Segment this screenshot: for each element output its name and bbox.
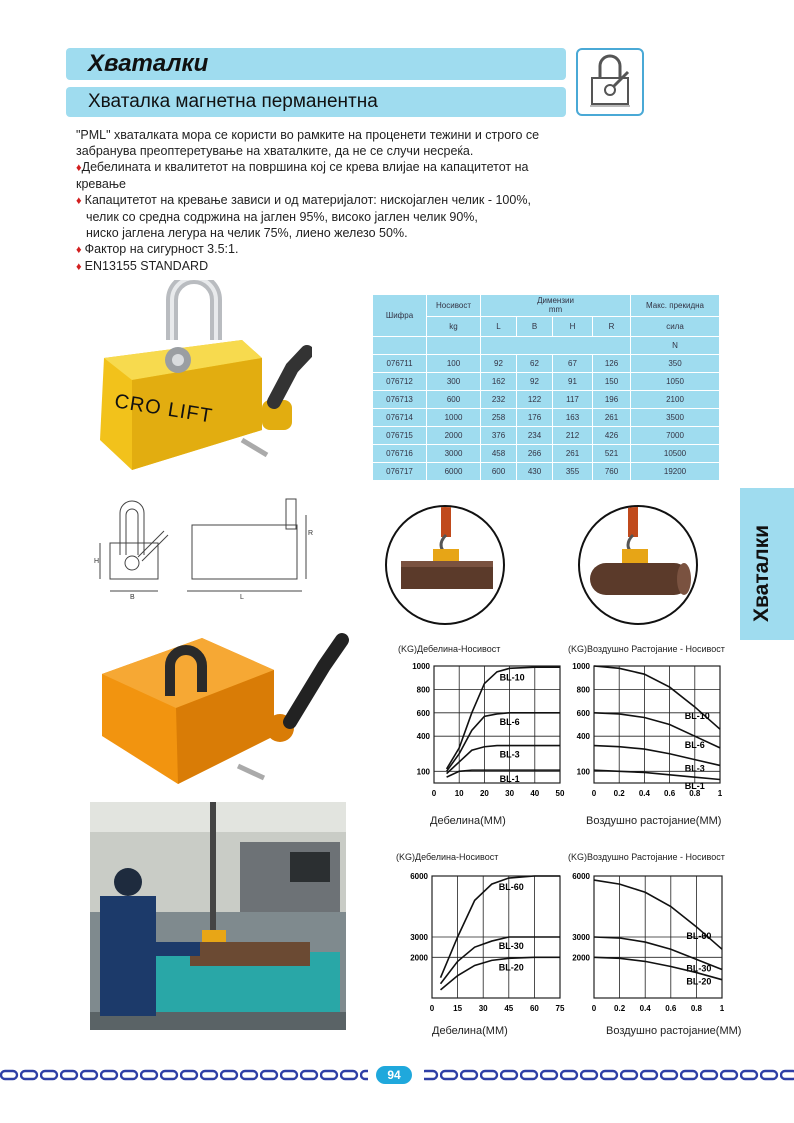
x-tick-label: 20 [479,789,489,798]
table-row [373,391,720,409]
graph-title: (KG)Воздушно Растојание - Носивост [568,852,725,862]
table-cell: 261 [553,445,593,463]
table-header: Макс. прекидна [631,295,720,317]
table-cell: 1050 [631,373,720,391]
x-tick-label: 40 [530,789,540,798]
table-cell: 212 [553,427,593,445]
bullet-text: EN13155 STANDARD [84,259,209,273]
series-label: BL-20 [498,962,524,973]
svg-text:B: B [130,594,135,601]
bullet-text: челик со средна содржина на јаглен 95%, високо јаглен челик 90%, [86,210,478,224]
table-cell: 261 [593,409,631,427]
y-tick-label: 3000 [410,933,428,942]
x-tick-label: 1 [717,789,723,798]
y-tick-label: 600 [576,708,590,718]
table-row [373,445,720,463]
x-tick-label: 0.6 [664,789,676,798]
series-label: BL-3 [499,749,520,760]
series-label: BL-60 [498,882,524,893]
diamond-bullet-icon: ♦ [76,261,85,273]
x-tick-label: 45 [504,1004,514,1013]
table-header: B [517,316,553,336]
chart-frame [434,666,560,783]
table-row [373,373,720,391]
svg-text:R: R [308,530,314,537]
y-tick-label: 3000 [572,933,590,942]
x-tick-label: 0.4 [638,789,650,798]
table-cell: 266 [517,445,553,463]
table-cell: 600 [481,463,517,481]
table-cell: 10500 [631,445,720,463]
technical-drawing [92,495,322,605]
subsection-title-bar [66,87,566,117]
table-header: сила [631,316,720,336]
table-cell: 91 [553,373,593,391]
series-label: BL-3 [684,763,705,774]
graph-title: (KG)Дебелина-Носивост [396,852,499,862]
table-header: R [593,316,631,336]
bullet-text: Дебелината и квалитетот на површина кој се крева влијае на капацитетот на [81,160,529,174]
table-cell: 196 [593,391,631,409]
table-cell: 1000 [427,409,481,427]
product-brand-label: CRO LIFT [112,390,215,428]
bullet-text: ниско јаглена легура на челик 75%, лиено железо 50%. [86,226,408,240]
series-label: BL-20 [686,976,712,987]
y-tick-label: 400 [576,732,590,742]
table-cell: 426 [593,427,631,445]
workshop-photo [90,802,346,1030]
x-tick-label: 0 [431,789,437,798]
series-label: BL-30 [686,963,712,974]
product-photo-yellow-magnet [92,280,312,470]
y-tick-label: 100 [416,767,430,777]
table-cell: 3500 [631,409,720,427]
y-tick-label: 800 [576,685,590,695]
y-tick-label: 800 [416,685,430,695]
table-cell: 076712 [373,373,427,391]
photo-lifting-round-bar [578,505,698,625]
x-tick-label: 0 [429,1004,435,1013]
table-header [481,295,631,317]
table-row [373,355,720,373]
lifting-magnet-icon [576,48,644,116]
product-photo-orange-magnet [98,626,356,786]
table-cell: 92 [481,355,517,373]
y-tick-label: 100 [576,767,590,777]
graph-xlabel: Дебелина(MM) [430,815,506,827]
table-header: Шифра [373,295,427,337]
table-cell: 300 [427,373,481,391]
x-tick-label: 10 [454,789,464,798]
x-tick-label: 0.2 [614,1004,626,1013]
series-label: BL-60 [686,930,712,941]
table-cell: 076711 [373,355,427,373]
x-tick-label: 0 [591,789,597,798]
table-row [373,409,720,427]
table-cell: 67 [553,355,593,373]
table-cell: 19200 [631,463,720,481]
y-tick-label: 2000 [572,953,590,963]
diamond-bullet-icon: ♦ [76,162,82,174]
y-tick-label: 1000 [412,662,430,671]
graph-airgap-capacity-small [560,660,730,805]
series-label: BL-30 [498,941,524,951]
section-title-bar [66,48,566,80]
table-cell: 162 [481,373,517,391]
table-cell: 232 [481,391,517,409]
table-cell: 355 [553,463,593,481]
bullet-text: Капацитетот на кревање зависи и од материјалот: нискојаглен челик - 100%, [84,193,531,207]
table-cell: 126 [593,355,631,373]
table-row [373,463,720,481]
table-cell: 7000 [631,427,720,445]
x-tick-label: 0.8 [690,1004,702,1013]
table-cell: 076716 [373,445,427,463]
bullet-item [76,192,576,209]
series-label: BL-6 [499,716,520,727]
table-cell: 076714 [373,409,427,427]
table-cell: 100 [427,355,481,373]
x-tick-label: 0.6 [665,1004,677,1013]
diamond-bullet-icon: ♦ [76,244,85,256]
table-header-unit: mm [548,305,563,315]
bullet-item [76,258,576,275]
table-cell: 176 [517,409,553,427]
intro-text [76,127,576,275]
table-cell: 600 [427,391,481,409]
table-row [373,427,720,445]
table-cell: 076717 [373,463,427,481]
y-tick-label: 400 [416,732,430,742]
table-cell: 076715 [373,427,427,445]
intro-line: "PML" хваталката мора се користи во рамките на проценети тежини и строго се [76,128,540,142]
y-tick-label: 6000 [410,872,428,881]
table-cell: 122 [517,391,553,409]
x-tick-label: 0.4 [639,1004,651,1013]
table-cell: 117 [553,391,593,409]
table-cell: 3000 [427,445,481,463]
table-header: L [481,316,517,336]
graph-xlabel: Воздушно растојание(MM) [586,815,722,827]
table-header: Носивост [427,295,481,317]
x-tick-label: 0.2 [613,789,625,798]
svg-text:H: H [94,558,100,565]
graph-thickness-capacity-small [400,660,570,805]
x-tick-label: 0 [591,1004,597,1013]
table-cell: 2100 [631,391,720,409]
bullet-item [76,159,576,176]
graph-xlabel: Дебелина(MM) [432,1025,508,1037]
specification-table [372,294,720,481]
table-header: N [631,337,720,355]
bullet-text: Фактор на сигурност 3.5:1. [84,242,239,256]
table-cell: 92 [517,373,553,391]
table-cell: 076713 [373,391,427,409]
intro-line: забранува преоптеретување на хваталките, да не се случи несреќа. [76,144,474,158]
y-tick-label: 1000 [572,662,590,671]
table-cell: 760 [593,463,631,481]
graph-thickness-capacity-large [398,870,570,1020]
table-cell: 2000 [427,427,481,445]
table-cell: 376 [481,427,517,445]
x-tick-label: 75 [555,1004,565,1013]
table-cell: 62 [517,355,553,373]
table-cell: 350 [631,355,720,373]
table-cell: 150 [593,373,631,391]
series-label: BL-6 [684,740,705,751]
x-tick-label: 30 [505,789,515,798]
x-tick-label: 1 [719,1004,725,1013]
subsection-title: Хваталка магнетна перманентна [88,91,378,112]
table-cell: 258 [481,409,517,427]
svg-text:L: L [240,594,244,601]
section-title: Хваталки [88,50,209,77]
y-tick-label: 600 [416,708,430,718]
bullet-text: кревање [76,177,126,191]
x-tick-label: 50 [555,789,565,798]
series-label: BL-10 [684,710,710,721]
table-header-text: Димензии [537,296,574,306]
graph-xlabel: Воздушно растојание(MM) [606,1025,742,1037]
table-cell: 163 [553,409,593,427]
diamond-bullet-icon: ♦ [76,195,85,207]
table-cell: 6000 [427,463,481,481]
photo-lifting-flat-plate [385,505,505,625]
bullet-item [76,241,576,258]
table-header: H [553,316,593,336]
graph-title: (KG)Дебелина-Носивост [398,644,501,654]
y-tick-label: 6000 [572,872,590,881]
x-tick-label: 60 [529,1004,539,1013]
x-tick-label: 0.8 [689,789,701,798]
side-section-label: Хваталки [750,524,773,622]
table-cell: 521 [593,445,631,463]
series-label: BL-10 [499,672,525,683]
series-label: BL-1 [499,774,520,785]
table-cell: 458 [481,445,517,463]
graph-title: (KG)Воздушно Растојание - Носивост [568,644,725,654]
x-tick-label: 15 [453,1004,463,1013]
page-number: 94 [376,1066,412,1084]
table-header: kg [427,316,481,336]
side-section-tab [740,488,794,640]
x-tick-label: 30 [478,1004,488,1013]
graph-airgap-capacity-large [560,870,732,1020]
table-cell: 430 [517,463,553,481]
series-label: BL-1 [684,781,705,792]
y-tick-label: 2000 [410,953,428,963]
table-cell: 234 [517,427,553,445]
